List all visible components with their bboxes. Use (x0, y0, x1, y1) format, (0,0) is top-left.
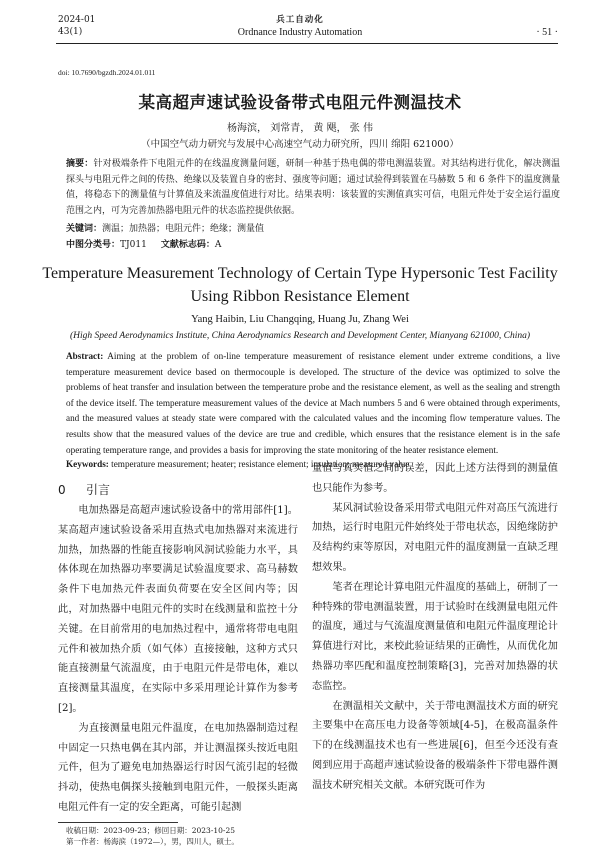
header-rule (56, 43, 558, 44)
body-left-column (58, 501, 298, 818)
abstract-cn (66, 157, 560, 219)
footnote-rule (58, 822, 178, 823)
paragraph: 电加热器是高超声速试验设备中的常用部件[1]。某高超声速试验设备采用直热式电加热器对来流进行加热，加热器的性能直接影响风洞试验能力水平，具体体现在加热器功率要满足试验温度要求、高马赫数条件下电加热元件表面负荷要在安全区间内等；因此，对加热器中电阻元件的实时在线测量和监控十分关键。在目前常用的电加热过程中，通常将带电电阻元件和被加热介质（如气体）直接接触，这种方式只能直接测量气流温度，由于电阻元件是带电体，难以直接测量其温度，在实际中多采用理论计算作为参考[2]。 (58, 505, 298, 714)
paper-title-cn: 某高超声速试验设备带式电阻元件测温技术 (138, 93, 462, 112)
header-journal-cn: 兵工自动化 (276, 15, 324, 25)
abstract-cn-label: 摘要： (66, 159, 94, 169)
section-heading-introduction (58, 481, 110, 498)
footnote-author-bio: 第一作者：杨海滨（1972—），男，四川人，硕士。 (66, 837, 239, 846)
header-journal-en: Ordnance Industry Automation (237, 27, 363, 38)
keywords-cn-text: 测温；加热器；电阻元件；绝缘；测量值 (102, 224, 265, 234)
keywords-en-label: Keywords: (66, 459, 109, 469)
doc-code-label: 文献标志码： (160, 240, 215, 250)
abstract-en-label: Abstract: (66, 351, 104, 361)
keywords-cn (66, 221, 560, 234)
paragraph: 量值与真实值之间的误差，因此上述方法得到的测量值也只能作为参考。 (312, 463, 558, 494)
abstract-en (66, 349, 560, 458)
abstract-cn-text: 针对极端条件下电阻元件的在线温度测量问题，研制一种基于热电偶的带电测温装置。对其结构进行优化，解决测温探头与电阻元件之间的传热、绝缘以及装置自身的密封、强度等问题；通过试验得到装置在马赫数 5 和 6 条件下的温度测量值，将稳态下的测量值与计算值及来流温度值进行对比。结果表明：该装置的实测值真实可信，电阻元件处于安全运行温度范围之内，可为完善加热器电阻元件的状态监控提供依据。 (66, 159, 560, 216)
authors-cn: 杨海滨， 刘常青， 黄 飓， 张 伟 (227, 123, 373, 134)
paragraph: 在测温相关文献中，关于带电测温技术方面的研究主要集中在高压电力设备等领域[4-5]，在极高温条件下的在线测温技术也有一些进展[6]，但至今还没有查阅到应用于高超声速试验设备的极端条件下带电器件测温技术研究相关文献。本研究既可作为 (312, 700, 558, 791)
abstract-en-text: Aiming at the problem of on-line temperature measurement of resistance element under extreme conditions, a live temperature measurement device based on thermocouple is developed. The structure of the device was optimized to solve the problems of heat transfer and insulation between the temperature probe and the resistance element, as well as the sealing and strength of the device itself. The temperature measurement values of the device at Mach numbers 5 and 6 were obtained through experiments, and the measured values at steady state were compared with the calculated values and the incoming flow temperature values. The results show that the measured values of the device are true and credible, which ensures that the resistance element is in the safe operating temperature range, and provides a basis for improving the state monitoring of the heater resistance element. (66, 351, 560, 455)
clc-label: 中图分类号： (66, 240, 121, 250)
doc-code-value: A (214, 240, 222, 250)
clc-value: TJ011 (120, 240, 147, 250)
body-right-column (312, 459, 558, 796)
keywords-cn-label: 关键词： (66, 224, 103, 234)
footnote-received: 收稿日期：2023-09-23；修回日期：2023-10-25 (66, 826, 235, 835)
affiliation-en: (High Speed Aerodynamics Institute, China Aerodynamics Research and Development Center, Mianyang 621000, China) (69, 331, 531, 341)
header-volume: 43(1) (58, 27, 83, 37)
section-number: 0 (58, 483, 66, 497)
title-en-line1: Temperature Measurement Technology of Certain Type Hypersonic Test Facility (42, 265, 558, 282)
paper-title-en (0, 262, 600, 308)
title-en-line2: Using Ribbon Resistance Element (190, 288, 410, 305)
authors-en: Yang Haibin, Liu Changqing, Huang Ju, Zhang Wei (191, 314, 409, 325)
section-title: 引言 (86, 483, 111, 497)
header-year-month: 2024-01 (58, 15, 96, 25)
keywords-en-text: temperature measurement; heater; resistance element; insulation; measured value (111, 459, 410, 469)
paragraph: 笔者在理论计算电阻元件温度的基础上，研制了一种特殊的带电测温装置，用于试验时在线测量电阻元件的温度，通过与气流温度测量值和电阻元件温度理论计算值进行对比，来校此验证结果的正确性，从而优化加热器功率匹配和温度控制策略[3]，完善对加热器的状态监控。 (312, 581, 558, 692)
paragraph: 某风洞试验设备采用带式电阻元件对高压气流进行加热，运行时电阻元件始终处于带电状态，因绝缘防护及结构约束等原因，对电阻元件的温度测量一直缺乏理想效果。 (312, 502, 558, 573)
classification-cn (66, 237, 560, 250)
header-page-number: · 51 · (536, 27, 558, 38)
affiliation-cn: （中国空气动力研究与发展中心高速空气动力研究所，四川 绵阳 621000） (141, 139, 459, 150)
paragraph: 为直接测量电阻元件温度，在电加热器制造过程中固定一只热电偶在其内部，并让测温探头按近电阻元件，但为了避免电加热器运行时因气流引起的轻微抖动，使热电偶探头接触到电阻元件，一般探头距离电阻元件有一定的安全距离，可能引起测 (58, 722, 298, 813)
doi: doi: 10.7690/bgzdh.2024.01.011 (58, 68, 156, 77)
